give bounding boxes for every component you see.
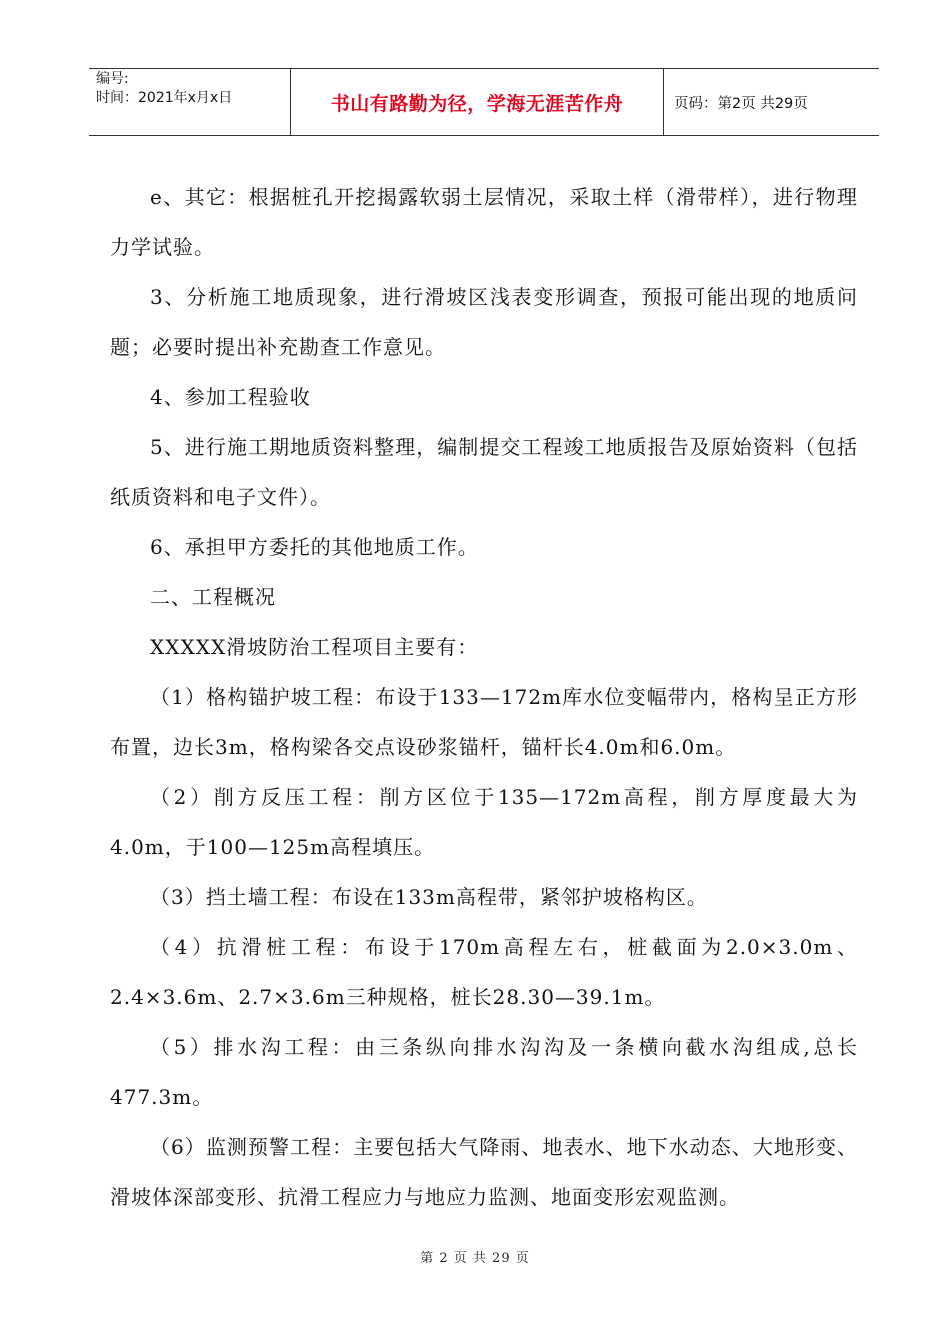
paragraph-analysis: 3、分析施工地质现象，进行滑坡区浅表变形调查，预报可能出现的地质问题；必要时提出补充勘查工作意见。 [110,285,858,359]
header-motto: 书山有路勤为径，学海无涯苦作舟 [330,92,624,115]
paragraph-item-4: （4）抗滑桩工程：布设于170m高程左右，桩截面为2.0×3.0m、2.4×3.6m、2.7×3.6m三种规格，桩长28.30—39.1m。 [110,935,858,1009]
header-meta-cell [89,69,291,135]
document-body [110,172,858,1222]
header-page-info: 页码：第2页 共29页 [674,95,808,112]
paragraph-item-5: （5）排水沟工程：由三条纵向排水沟沟及一条横向截水沟组成,总长477.3m。 [110,1035,858,1109]
paragraph-item-3: （3）挡土墙工程：布设在133m高程带，紧邻护坡格构区。 [150,885,708,909]
paragraph-item-2: （2）削方反压工程：削方区位于135—172m高程，削方厚度最大为4.0m，于100—125m高程填压。 [110,785,858,859]
document-time-label: 时间：2021年x月x日 [96,90,233,106]
paragraph-item-6: （6）监测预警工程：主要包括大气降雨、地表水、地下水动态、大地形变、滑坡体深部变形、抗滑工程应力与地应力监测、地面变形宏观监测。 [110,1135,858,1209]
page-footer: 第 2 页 共 29 页 [420,1251,530,1266]
paragraph-other-work: 6、承担甲方委托的其他地质工作。 [150,535,479,559]
document-number-label: 编号: [96,71,129,87]
paragraph-project-intro: XXXXX滑坡防治工程项目主要有： [150,635,479,659]
header-page-cell [664,69,879,135]
paragraph-item-1: （1）格构锚护坡工程：布设于133—172m库水位变幅带内，格构呈正方形布置，边长3m，格构梁各交点设砂浆锚杆，锚杆长4.0m和6.0m。 [110,685,858,759]
paragraph-acceptance: 4、参加工程验收 [150,385,311,409]
header-motto-cell [291,69,664,135]
section-heading-overview: 二、工程概况 [150,585,276,609]
document-header [89,68,879,136]
paragraph-other-sampling: e、其它：根据桩孔开挖揭露软弱土层情况，采取土样（滑带样），进行物理力学试验。 [110,185,858,259]
paragraph-data-arrangement: 5、进行施工期地质资料整理，编制提交工程竣工地质报告及原始资料（包括纸质资料和电子文件）。 [110,435,858,509]
